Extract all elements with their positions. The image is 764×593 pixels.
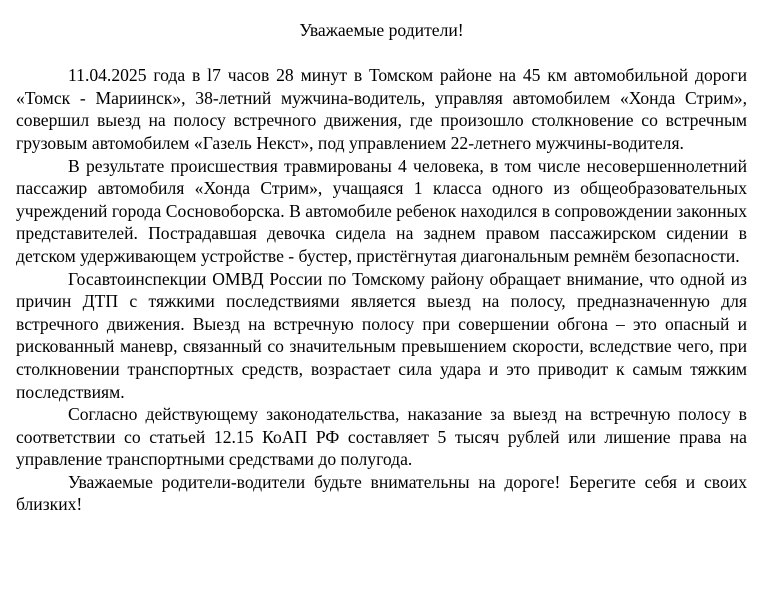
paragraph-incident: 11.04.2025 года в l7 часов 28 минут в Томском районе на 45 км автомобильной дороги «Томск - Мариинск», 38-летний мужчина-водитель, управляя автомобилем «Хонда Стрим», совершил выезд на полосу встречного движения, где произошло столкновение со встречным грузовым автомобилем «Газель Некст», под управлением 22-летнего мужчины-водителя. [16,65,747,153]
document-title: Уважаемые родители! [299,20,464,40]
document-page [16,19,747,516]
paragraph-penalty: Согласно действующему законодательства, наказание за выезд на встречную полосу в соответствии со статьей 12.15 КоАП РФ составляет 5 тысяч рублей или лишение права на управление транспортными средствами до полугода. [16,404,747,470]
paragraph-warning: Госавтоинспекции ОМВД России по Томскому району обращает внимание, что одной из причин ДТП с тяжкими последствиями является выезд на полосу, предназначенную для встречного движения. Выезд на встречную полосу при совершении обгона – это опасный и рискованный маневр, связанный со значительным превышением скорости, вследствие чего, при столкновении транспортных средств, возрастает сила удара и это приводит к самым тяжким последствиям. [16,268,747,402]
paragraph-injuries: В результате происшествия травмированы 4 человека, в том числе несовершеннолетний пассажир автомобиля «Хонда Стрим», учащаяся 1 класса одного из общеобразовательных учреждений города Сосновоборска. В автомобиле ребенок находился в сопровождении законных представителей. Пострадавшая девочка сидела на заднем правом пассажирском сидении в детском удерживающем устройстве - бустер, пристёгнутая диагональным ремнём безопасности. [16,155,747,266]
paragraph-appeal: Уважаемые родители-водители будьте внимательны на дороге! Берегите себя и своих близких! [16,471,747,515]
blank-line [16,42,747,65]
